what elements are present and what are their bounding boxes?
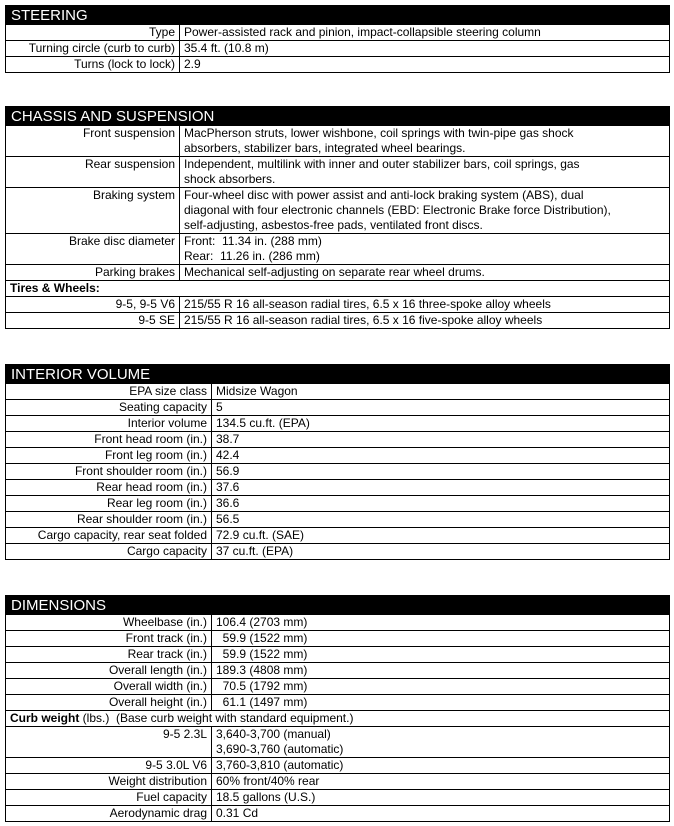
spec-value: 3,760-3,810 (automatic)	[212, 758, 670, 774]
curb-weight-note: (lbs.) (Base curb weight with standard equipment.)	[79, 711, 354, 725]
spec-label: Rear leg room (in.)	[6, 496, 212, 512]
spec-row	[6, 234, 670, 265]
spec-row	[6, 615, 670, 631]
spec-row	[6, 416, 670, 432]
spec-value: Mechanical self-adjusting on separate rear wheel drums.	[180, 265, 670, 281]
spec-label: Front track (in.)	[6, 631, 212, 647]
spec-value: 36.6	[212, 496, 670, 512]
spec-value: 106.4 (2703 mm)	[212, 615, 670, 631]
spec-row	[6, 464, 670, 480]
spec-row	[6, 631, 670, 647]
spec-label: Fuel capacity	[6, 790, 212, 806]
spec-row	[6, 695, 670, 711]
spec-row	[6, 544, 670, 560]
spec-row	[6, 528, 670, 544]
spec-row	[6, 313, 670, 329]
spec-label: 9-5 SE	[6, 313, 180, 329]
spec-value: 70.5 (1792 mm)	[212, 679, 670, 695]
spec-value: 18.5 gallons (U.S.)	[212, 790, 670, 806]
spec-value: 38.7	[212, 432, 670, 448]
spec-row	[6, 41, 670, 57]
spec-row	[6, 647, 670, 663]
spec-label: Turning circle (curb to curb)	[6, 41, 180, 57]
spec-label: Overall length (in.)	[6, 663, 212, 679]
spec-row	[6, 480, 670, 496]
spec-label: Rear head room (in.)	[6, 480, 212, 496]
spec-label: Front shoulder room (in.)	[6, 464, 212, 480]
spec-value: 61.1 (1497 mm)	[212, 695, 670, 711]
spec-row	[6, 448, 670, 464]
spec-label: Rear shoulder room (in.)	[6, 512, 212, 528]
spec-label: Overall width (in.)	[6, 679, 212, 695]
spec-row	[6, 790, 670, 806]
spec-label: Brake disc diameter	[6, 234, 180, 265]
spec-row	[6, 758, 670, 774]
spec-value: 2.9	[180, 57, 670, 73]
section-title-steering: STEERING	[6, 6, 670, 25]
spec-label: Rear suspension	[6, 157, 180, 188]
spec-label: Front leg room (in.)	[6, 448, 212, 464]
spec-value: Independent, multilink with inner and outer stabilizer bars, coil springs, gas shock absorbers.	[180, 157, 670, 188]
spec-value: 3,640-3,700 (manual) 3,690-3,760 (automatic)	[212, 727, 670, 758]
section-title-dimensions: DIMENSIONS	[6, 596, 670, 615]
spec-row	[6, 297, 670, 313]
spec-row	[6, 774, 670, 790]
spec-value: Four-wheel disc with power assist and anti-lock braking system (ABS), dual diagonal with four electronic channels (EBD: Electronic Brake force Distribution), self-adjusting, asbestos-free pads, ventilated front discs.	[180, 188, 670, 234]
spec-row	[6, 679, 670, 695]
spec-row	[6, 265, 670, 281]
interior-table	[5, 364, 670, 560]
spec-value: Midsize Wagon	[212, 384, 670, 400]
spec-label: Overall height (in.)	[6, 695, 212, 711]
spec-label: Aerodynamic drag	[6, 806, 212, 822]
spec-row	[6, 126, 670, 157]
spec-row	[6, 400, 670, 416]
spec-value: 59.9 (1522 mm)	[212, 647, 670, 663]
spec-row	[6, 57, 670, 73]
spec-value: 37.6	[212, 480, 670, 496]
curb-weight-label: Curb weight	[10, 711, 80, 725]
spec-value: 0.31 Cd	[212, 806, 670, 822]
spec-value: 59.9 (1522 mm)	[212, 631, 670, 647]
tires-wheels-heading: Tires & Wheels:	[6, 281, 670, 297]
spec-value: 60% front/40% rear	[212, 774, 670, 790]
spec-row	[6, 512, 670, 528]
spec-label: Cargo capacity	[6, 544, 212, 560]
spec-label: 9-5 3.0L V6	[6, 758, 212, 774]
steering-table	[5, 5, 670, 73]
spec-label: Wheelbase (in.)	[6, 615, 212, 631]
spec-row	[6, 806, 670, 822]
spec-value: 56.9	[212, 464, 670, 480]
spec-value: Power-assisted rack and pinion, impact-collapsible steering column	[180, 25, 670, 41]
spec-value: 56.5	[212, 512, 670, 528]
spec-value: 134.5 cu.ft. (EPA)	[212, 416, 670, 432]
spec-label: Cargo capacity, rear seat folded	[6, 528, 212, 544]
spec-label: Type	[6, 25, 180, 41]
spec-label: Front head room (in.)	[6, 432, 212, 448]
spec-label: 9-5 2.3L	[6, 727, 212, 758]
spec-row	[6, 188, 670, 234]
spec-row	[6, 496, 670, 512]
spec-value: 42.4	[212, 448, 670, 464]
chassis-table	[5, 106, 670, 329]
spec-label: Rear track (in.)	[6, 647, 212, 663]
spec-row	[6, 384, 670, 400]
spec-row	[6, 25, 670, 41]
spec-row	[6, 663, 670, 679]
spec-label: Front suspension	[6, 126, 180, 157]
spec-value: 189.3 (4808 mm)	[212, 663, 670, 679]
spec-subheading-row	[6, 281, 670, 297]
spec-value: Front: 11.34 in. (288 mm) Rear: 11.26 in. (286 mm)	[180, 234, 670, 265]
spec-value: 37 cu.ft. (EPA)	[212, 544, 670, 560]
spec-row	[6, 157, 670, 188]
spec-label: Braking system	[6, 188, 180, 234]
spec-label: Weight distribution	[6, 774, 212, 790]
section-title-chassis: CHASSIS AND SUSPENSION	[6, 107, 670, 126]
spec-value: MacPherson struts, lower wishbone, coil springs with twin-pipe gas shock absorbers, stabilizer bars, integrated wheel bearings.	[180, 126, 670, 157]
spec-label: Interior volume	[6, 416, 212, 432]
spec-subheading-row	[6, 711, 670, 727]
spec-value: 5	[212, 400, 670, 416]
spec-value: 215/55 R 16 all-season radial tires, 6.5 x 16 five-spoke alloy wheels	[180, 313, 670, 329]
spec-value: 35.4 ft. (10.8 m)	[180, 41, 670, 57]
section-title-interior: INTERIOR VOLUME	[6, 365, 670, 384]
spec-label: Parking brakes	[6, 265, 180, 281]
curb-weight-heading	[6, 711, 670, 727]
dimensions-table	[5, 595, 670, 822]
spec-label: Turns (lock to lock)	[6, 57, 180, 73]
spec-row	[6, 432, 670, 448]
spec-label: Seating capacity	[6, 400, 212, 416]
spec-value: 215/55 R 16 all-season radial tires, 6.5 x 16 three-spoke alloy wheels	[180, 297, 670, 313]
spec-label: 9-5, 9-5 V6	[6, 297, 180, 313]
spec-row	[6, 727, 670, 758]
spec-label: EPA size class	[6, 384, 212, 400]
spec-value: 72.9 cu.ft. (SAE)	[212, 528, 670, 544]
